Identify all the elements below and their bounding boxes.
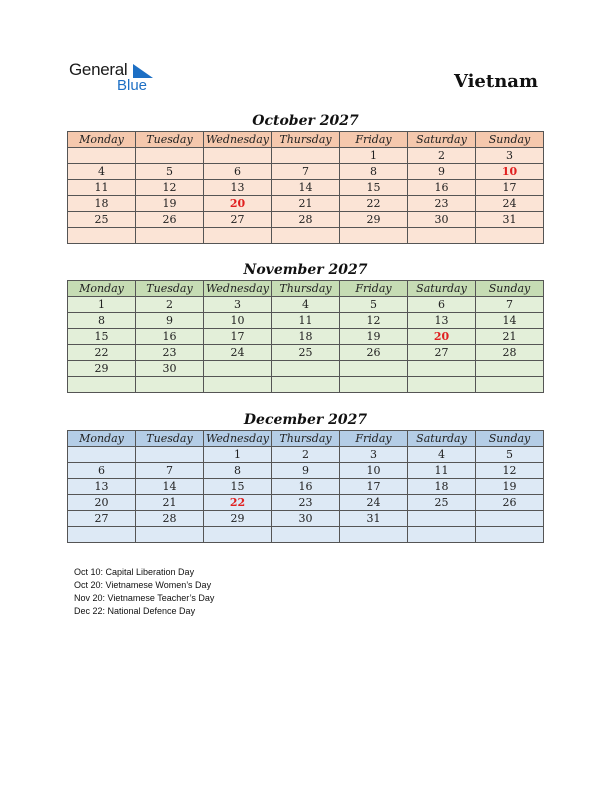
day-cell [68, 447, 136, 463]
day-cell: 10 [476, 164, 544, 180]
weekday-header-row [68, 281, 544, 297]
weekday-header: Wednesday [204, 431, 272, 447]
day-cell: 15 [204, 479, 272, 495]
day-cell: 23 [272, 495, 340, 511]
day-cell: 30 [272, 511, 340, 527]
week-row [68, 527, 544, 543]
week-row [68, 479, 544, 495]
weekday-header: Friday [340, 431, 408, 447]
day-cell: 8 [204, 463, 272, 479]
day-cell: 31 [476, 212, 544, 228]
day-cell: 9 [408, 164, 476, 180]
day-cell [408, 527, 476, 543]
week-row [68, 495, 544, 511]
holiday-item: Oct 20: Vietnamese Women’s Day [74, 580, 212, 590]
day-cell: 14 [476, 313, 544, 329]
logo [69, 60, 169, 96]
day-cell [136, 148, 204, 164]
day-cell: 28 [272, 212, 340, 228]
day-cell: 25 [272, 345, 340, 361]
month-title: November 2027 [243, 262, 368, 278]
holiday-item: Oct 10: Capital Liberation Day [74, 567, 195, 577]
day-cell: 2 [408, 148, 476, 164]
day-cell [340, 361, 408, 377]
day-cell: 10 [204, 313, 272, 329]
week-row [68, 212, 544, 228]
day-cell [408, 377, 476, 393]
day-cell: 30 [136, 361, 204, 377]
weekday-header: Saturday [408, 132, 476, 148]
day-cell [272, 148, 340, 164]
weekday-header: Thursday [272, 431, 340, 447]
day-cell [476, 527, 544, 543]
day-cell: 1 [340, 148, 408, 164]
day-cell: 31 [340, 511, 408, 527]
day-cell [272, 361, 340, 377]
day-cell: 10 [340, 463, 408, 479]
weekday-header: Thursday [272, 281, 340, 297]
day-cell: 23 [408, 196, 476, 212]
day-cell [272, 527, 340, 543]
weekday-header: Tuesday [136, 431, 204, 447]
day-cell [136, 228, 204, 244]
weekday-header-row [68, 431, 544, 447]
day-cell: 2 [272, 447, 340, 463]
day-cell [340, 527, 408, 543]
day-cell: 29 [340, 212, 408, 228]
day-cell: 9 [272, 463, 340, 479]
day-cell: 8 [68, 313, 136, 329]
day-cell: 5 [136, 164, 204, 180]
day-cell: 11 [68, 180, 136, 196]
day-cell [476, 228, 544, 244]
weekday-header: Thursday [272, 132, 340, 148]
day-cell [476, 377, 544, 393]
week-row [68, 361, 544, 377]
month-title: October 2027 [252, 113, 359, 129]
day-cell [68, 377, 136, 393]
day-cell [408, 228, 476, 244]
day-cell [340, 228, 408, 244]
month-title: December 2027 [243, 412, 368, 428]
day-cell: 8 [340, 164, 408, 180]
logo-word-general: General [69, 60, 128, 79]
weekday-header: Monday [68, 431, 136, 447]
day-cell [136, 377, 204, 393]
day-cell: 1 [204, 447, 272, 463]
day-cell: 22 [204, 495, 272, 511]
week-row [68, 148, 544, 164]
day-cell: 5 [476, 447, 544, 463]
day-cell: 7 [476, 297, 544, 313]
weekday-header: Wednesday [204, 281, 272, 297]
day-cell: 29 [204, 511, 272, 527]
day-cell [68, 148, 136, 164]
week-row [68, 329, 544, 345]
day-cell: 13 [204, 180, 272, 196]
day-cell: 15 [68, 329, 136, 345]
weekday-header: Monday [68, 132, 136, 148]
day-cell: 7 [136, 463, 204, 479]
day-cell: 28 [476, 345, 544, 361]
calendar-table [67, 430, 544, 543]
week-row [68, 463, 544, 479]
day-cell: 11 [408, 463, 476, 479]
week-row [68, 297, 544, 313]
day-cell [340, 377, 408, 393]
weekday-header: Tuesday [136, 281, 204, 297]
week-row [68, 164, 544, 180]
day-cell: 28 [136, 511, 204, 527]
day-cell: 3 [476, 148, 544, 164]
day-cell [136, 447, 204, 463]
day-cell [204, 148, 272, 164]
holiday-item: Dec 22: National Defence Day [74, 606, 196, 616]
logo-word-blue: Blue [117, 77, 148, 94]
day-cell: 6 [204, 164, 272, 180]
day-cell: 19 [136, 196, 204, 212]
day-cell [408, 511, 476, 527]
holiday-list [74, 566, 214, 618]
day-cell [272, 377, 340, 393]
day-cell: 19 [340, 329, 408, 345]
day-cell: 13 [408, 313, 476, 329]
day-cell: 21 [476, 329, 544, 345]
week-row [68, 180, 544, 196]
week-row [68, 511, 544, 527]
day-cell: 26 [340, 345, 408, 361]
day-cell: 27 [408, 345, 476, 361]
day-cell: 13 [68, 479, 136, 495]
weekday-header: Sunday [476, 431, 544, 447]
day-cell: 15 [340, 180, 408, 196]
week-row [68, 313, 544, 329]
day-cell: 30 [408, 212, 476, 228]
day-cell: 21 [136, 495, 204, 511]
day-cell: 4 [408, 447, 476, 463]
day-cell: 22 [340, 196, 408, 212]
country-title: Vietnam [453, 71, 538, 92]
weekday-header: Saturday [408, 431, 476, 447]
day-cell: 16 [408, 180, 476, 196]
day-cell: 5 [340, 297, 408, 313]
day-cell [204, 228, 272, 244]
day-cell: 27 [204, 212, 272, 228]
day-cell: 6 [408, 297, 476, 313]
day-cell: 4 [68, 164, 136, 180]
day-cell: 16 [272, 479, 340, 495]
month-october [67, 111, 544, 244]
weekday-header: Monday [68, 281, 136, 297]
month-november [67, 260, 544, 393]
day-cell: 25 [68, 212, 136, 228]
day-cell [68, 228, 136, 244]
day-cell: 12 [136, 180, 204, 196]
day-cell: 17 [476, 180, 544, 196]
day-cell [408, 361, 476, 377]
day-cell: 21 [272, 196, 340, 212]
calendar-table [67, 131, 544, 244]
week-row [68, 228, 544, 244]
day-cell: 24 [204, 345, 272, 361]
day-cell: 12 [476, 463, 544, 479]
day-cell: 18 [272, 329, 340, 345]
day-cell: 1 [68, 297, 136, 313]
day-cell: 26 [136, 212, 204, 228]
day-cell: 2 [136, 297, 204, 313]
day-cell: 23 [136, 345, 204, 361]
day-cell: 3 [204, 297, 272, 313]
day-cell: 19 [476, 479, 544, 495]
day-cell: 7 [272, 164, 340, 180]
day-cell: 4 [272, 297, 340, 313]
day-cell [68, 527, 136, 543]
day-cell [476, 361, 544, 377]
day-cell [136, 527, 204, 543]
day-cell: 14 [272, 180, 340, 196]
weekday-header: Tuesday [136, 132, 204, 148]
day-cell: 9 [136, 313, 204, 329]
day-cell: 17 [340, 479, 408, 495]
day-cell: 27 [68, 511, 136, 527]
day-cell [476, 511, 544, 527]
day-cell: 20 [68, 495, 136, 511]
day-cell: 20 [408, 329, 476, 345]
weekday-header: Sunday [476, 281, 544, 297]
day-cell: 26 [476, 495, 544, 511]
weekday-header: Saturday [408, 281, 476, 297]
day-cell: 25 [408, 495, 476, 511]
weekday-header: Wednesday [204, 132, 272, 148]
day-cell: 29 [68, 361, 136, 377]
holiday-item: Nov 20: Vietnamese Teacher’s Day [74, 593, 215, 603]
day-cell [204, 527, 272, 543]
weekday-header: Friday [340, 281, 408, 297]
day-cell: 17 [204, 329, 272, 345]
day-cell: 24 [476, 196, 544, 212]
calendar-table [67, 280, 544, 393]
day-cell: 6 [68, 463, 136, 479]
day-cell: 18 [408, 479, 476, 495]
week-row [68, 196, 544, 212]
day-cell: 20 [204, 196, 272, 212]
day-cell: 11 [272, 313, 340, 329]
week-row [68, 377, 544, 393]
day-cell [204, 361, 272, 377]
day-cell: 16 [136, 329, 204, 345]
day-cell: 14 [136, 479, 204, 495]
day-cell [204, 377, 272, 393]
day-cell: 3 [340, 447, 408, 463]
weekday-header-row [68, 132, 544, 148]
day-cell: 18 [68, 196, 136, 212]
day-cell: 22 [68, 345, 136, 361]
weekday-header: Friday [340, 132, 408, 148]
month-december [67, 410, 544, 543]
week-row [68, 345, 544, 361]
day-cell: 12 [340, 313, 408, 329]
week-row [68, 447, 544, 463]
logo-triangle-icon [133, 64, 153, 78]
day-cell [272, 228, 340, 244]
weekday-header: Sunday [476, 132, 544, 148]
day-cell: 24 [340, 495, 408, 511]
